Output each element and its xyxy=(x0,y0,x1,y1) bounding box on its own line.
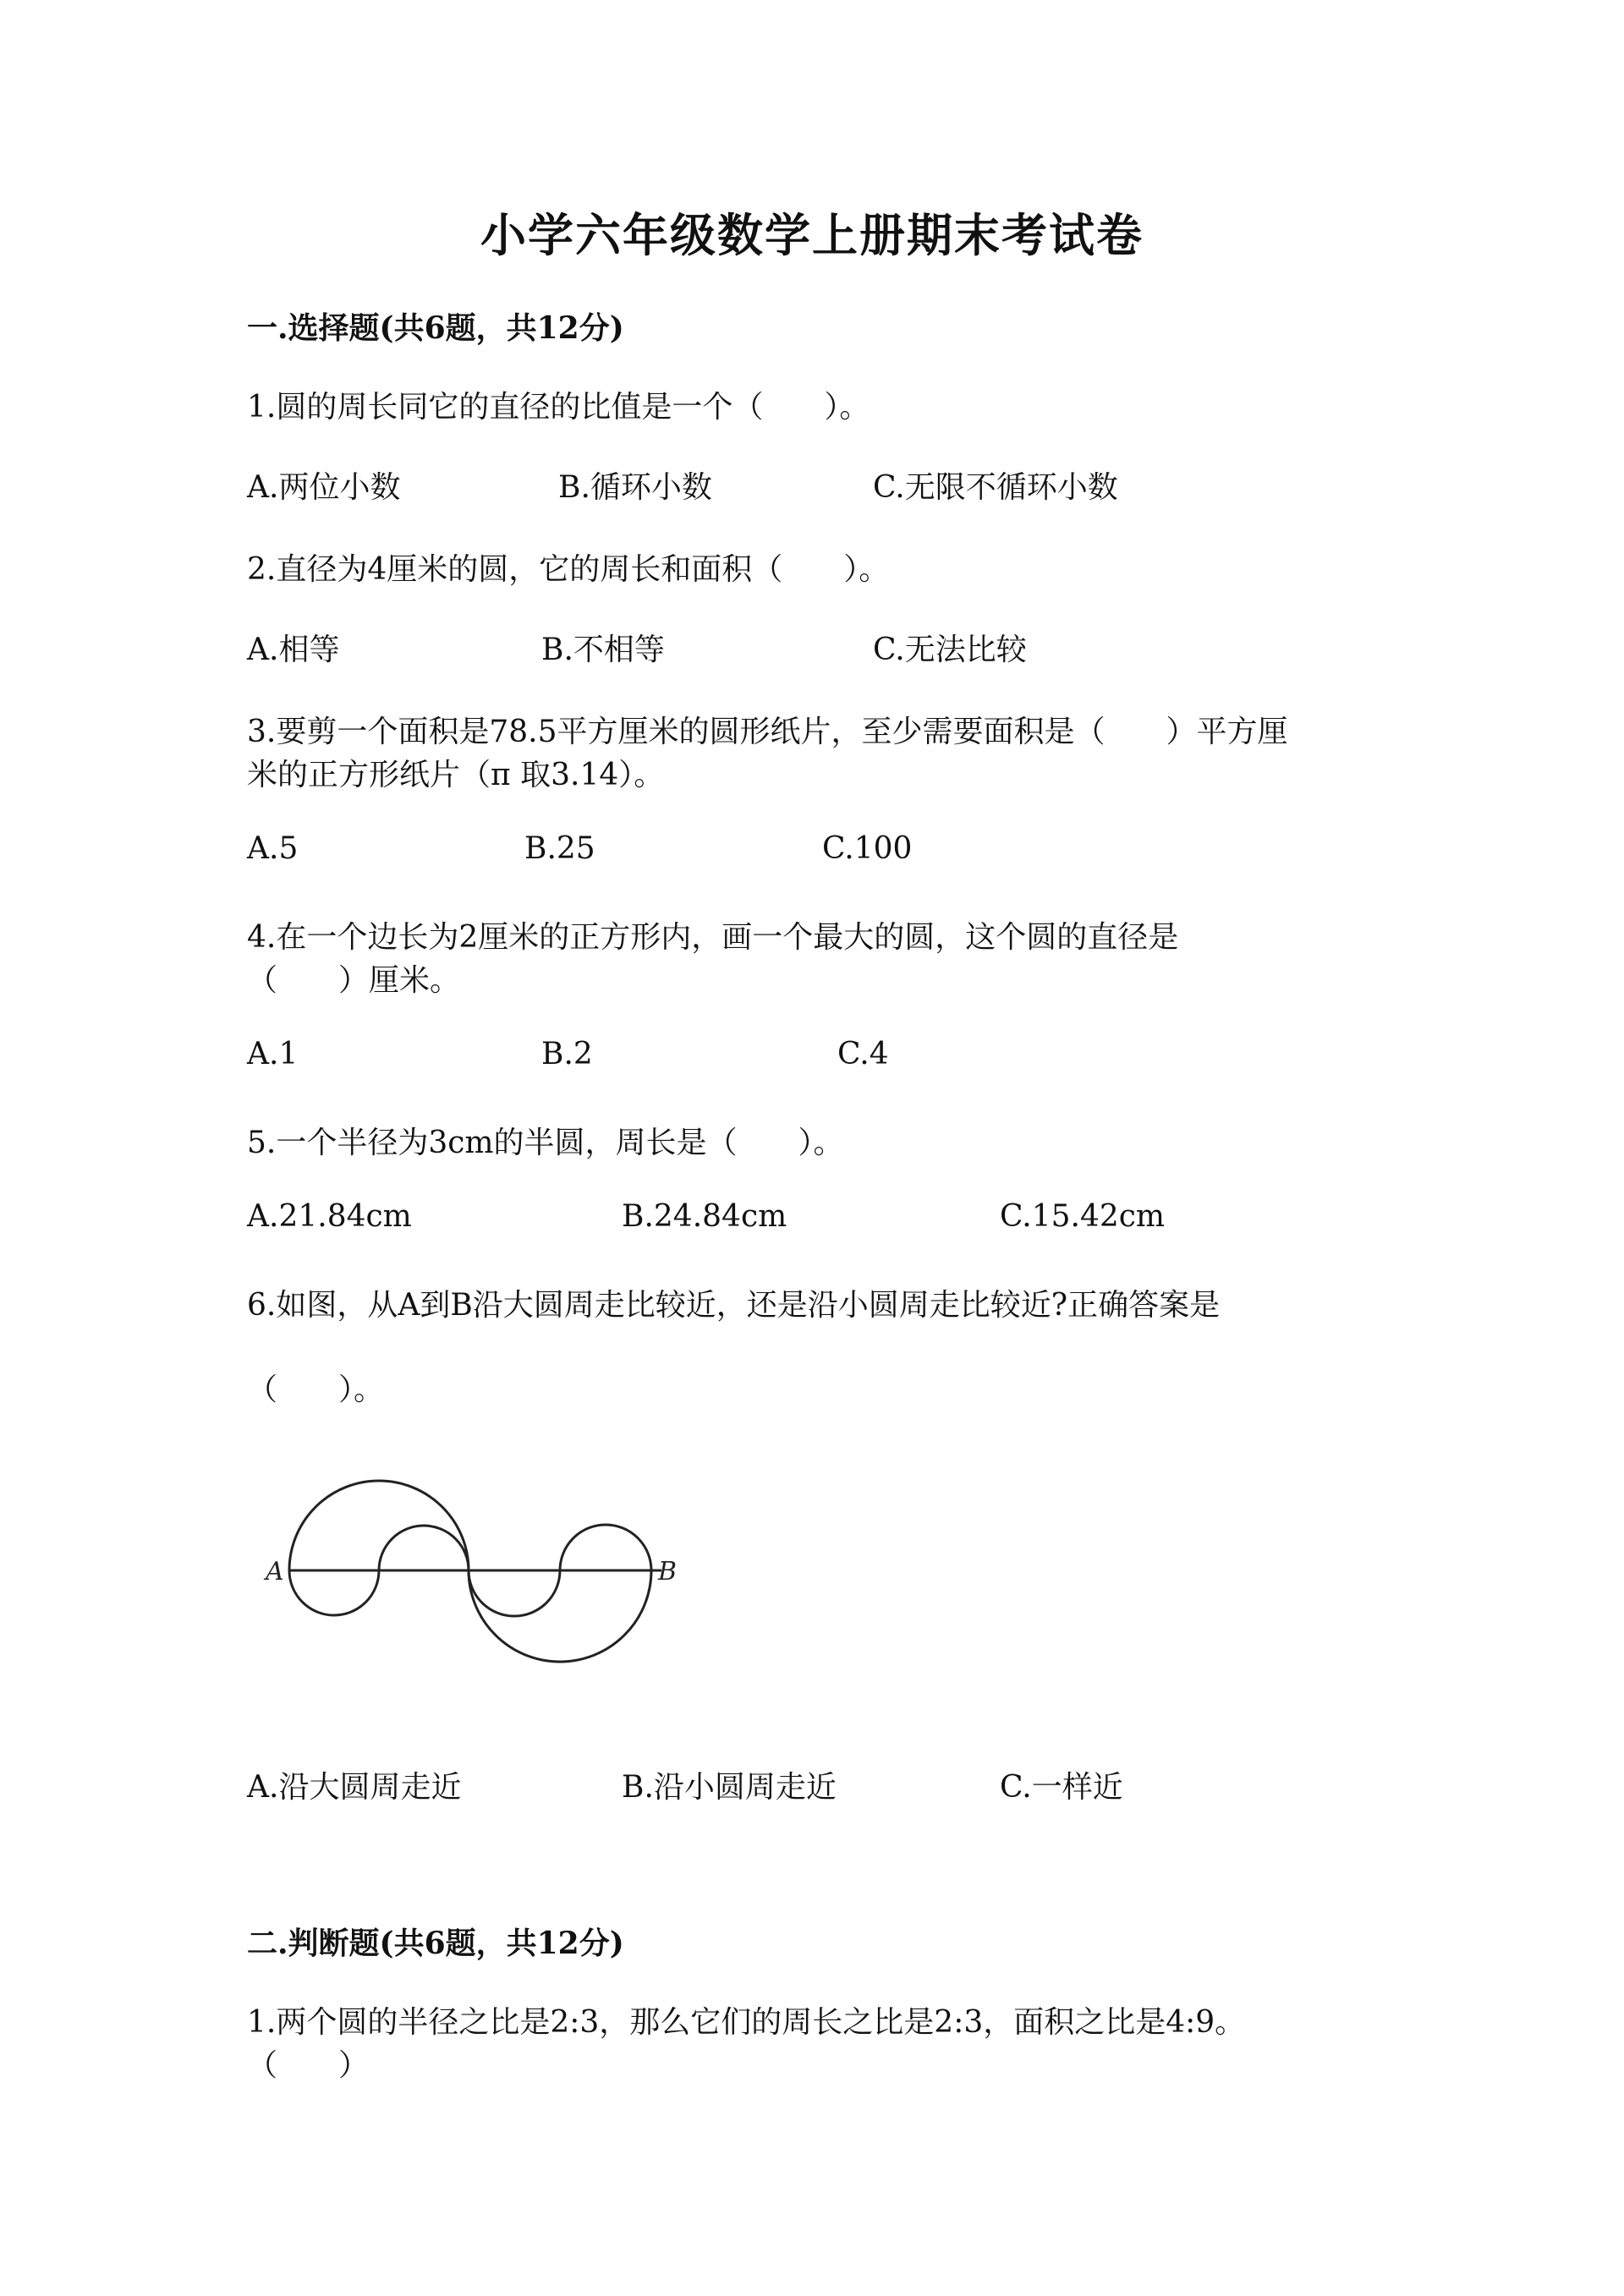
q4-option-a: A.1 xyxy=(247,1037,299,1071)
q3-option-c: C.100 xyxy=(822,831,913,866)
question-4-text-line2: （ ）厘米。 xyxy=(247,963,461,998)
question-2-text: 2.直径为4厘米的圆，它的周长和面积（ ）。 xyxy=(247,552,890,587)
q3-option-a: A.5 xyxy=(247,831,299,866)
q6-option-a: A.沿大圆周走近 xyxy=(247,1770,462,1805)
question-3-text-line1: 3.要剪一个面积是78.5平方厘米的圆形纸片，至少需要面积是（ ）平方厘 xyxy=(247,715,1288,749)
q4-option-c: C.4 xyxy=(837,1037,889,1071)
section-heading-judgment: 二.判断题(共6题，共12分) xyxy=(247,1926,624,1961)
judgment-1-text-line2: （ ） xyxy=(247,2048,370,2083)
question-3-text-line2: 米的正方形纸片（π 取3.14）。 xyxy=(247,758,665,792)
judgment-1-text-line1: 1.两个圆的半径之比是2:3，那么它们的周长之比是2:3，面积之比是4:9。 xyxy=(247,2005,1246,2040)
question-1-text: 1.圆的周长同它的直径的比值是一个（ ）。 xyxy=(247,390,870,425)
question-6-text-line2: （ ）。 xyxy=(247,1373,385,1407)
q6-option-c: C.一样近 xyxy=(1000,1770,1123,1805)
q5-option-a: A.21.84cm xyxy=(247,1199,412,1234)
question-4-text-line1: 4.在一个边长为2厘米的正方形内，画一个最大的圆，这个圆的直径是 xyxy=(247,920,1179,955)
q4-option-b: B.2 xyxy=(541,1037,593,1071)
circle-arcs-icon xyxy=(254,1459,694,1679)
q1-option-c: C.无限不循环小数 xyxy=(873,470,1118,505)
q1-option-b: B.循环小数 xyxy=(558,470,712,505)
q6-option-b: B.沿小圆周走近 xyxy=(622,1770,837,1805)
section-heading-choice: 一.选择题(共6题，共12分) xyxy=(247,310,624,346)
question-5-text: 5.一个半径为3cm的半圆，周长是（ ）。 xyxy=(247,1126,844,1160)
circle-arcs-diagram xyxy=(254,1459,694,1682)
q5-option-c: C.15.42cm xyxy=(1000,1199,1166,1234)
point-b-label: B xyxy=(658,1557,678,1586)
question-6-text-line1: 6.如图，从A到B沿大圆周走比较近，还是沿小圆周走比较近?正确答案是 xyxy=(247,1288,1221,1323)
point-a-label: A xyxy=(266,1557,284,1586)
page-title: 小学六年级数学上册期末考试卷 xyxy=(480,208,1144,262)
q3-option-b: B.25 xyxy=(524,831,595,866)
q1-option-a: A.两位小数 xyxy=(247,470,401,505)
q5-option-b: B.24.84cm xyxy=(622,1199,787,1234)
q2-option-c: C.无法比较 xyxy=(873,633,1027,667)
q2-option-a: A.相等 xyxy=(247,633,340,667)
q2-option-b: B.不相等 xyxy=(541,633,665,667)
